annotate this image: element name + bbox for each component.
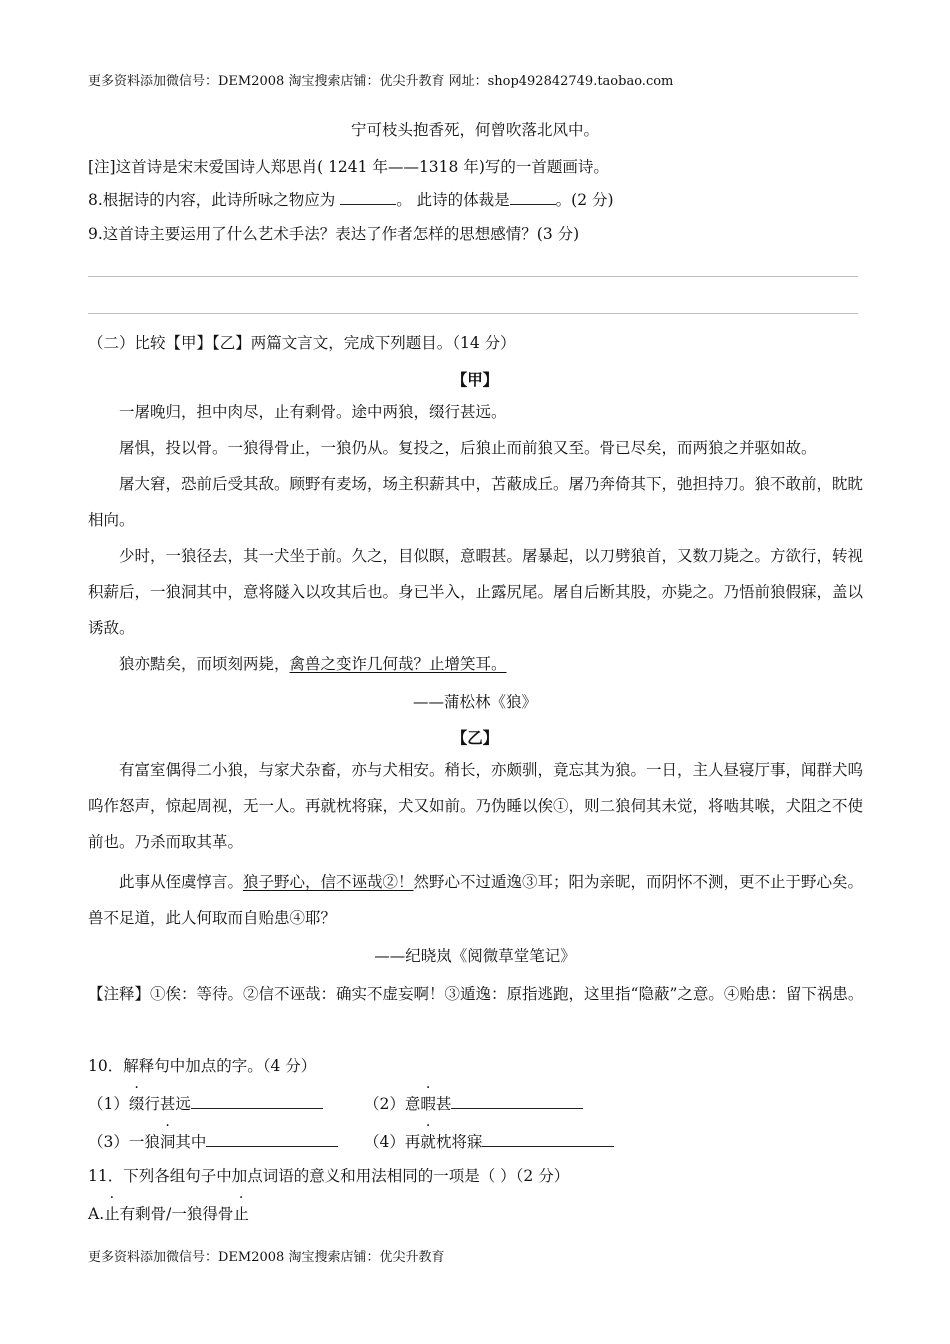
q10-item-4-post: 枕将寐 <box>435 1133 483 1151</box>
q10-item-4-pre: 再 <box>404 1133 421 1151</box>
q10-item-2-pre: 意 <box>404 1095 421 1113</box>
question-8 <box>88 188 614 210</box>
q10-item-3-dotted-char: 洞 <box>159 1133 176 1151</box>
q11-a-dotted-2: 止 <box>233 1205 249 1223</box>
q10-item-3-post: 其中 <box>175 1133 207 1151</box>
yi-p2-plain-2: 然野心不过遁逸③耳；阳为亲昵，而阴怀不测，更不止于野心矣。兽不足道，此人何取而自贻患④耶？ <box>88 873 864 927</box>
question-9: 9.这首诗主要运用了什么艺术手法？表达了作者怎样的思想感情？(3 分) <box>88 225 580 243</box>
q10-item-4-blank <box>482 1132 614 1147</box>
question-10-title: 10．解释句中加点的字。（4 分） <box>88 1057 317 1075</box>
q10-item-2 <box>364 1092 583 1114</box>
q10-item-1-dotted-char: 缀 <box>128 1095 145 1113</box>
q10-item-2-dotted-char: 暇 <box>420 1095 436 1113</box>
q10-item-2-num: （2） <box>364 1095 405 1113</box>
q8-text-3: 。(2 分) <box>555 191 614 209</box>
yi-p2-underlined: 狼子野心，信不诬哉②！ <box>243 873 414 891</box>
q10-item-2-post: 甚 <box>435 1095 452 1113</box>
q10-item-3-blank <box>206 1132 338 1147</box>
jia-p5-underlined: 禽兽之变诈几何哉？止增笑耳。 <box>289 655 507 673</box>
yi-heading: 【乙】 <box>451 728 499 747</box>
page-footer: 更多资料添加微信号：DEM2008 淘宝搜索店铺：优尖升教育 <box>88 1250 445 1265</box>
section-2-title: （二）比较【甲】【乙】两篇文言文，完成下列题目。（14 分） <box>88 334 516 352</box>
annotations <box>88 976 868 1012</box>
yi-paragraph-2 <box>88 864 868 936</box>
q10-item-3-num: （3） <box>88 1133 129 1151</box>
q10-item-1-blank <box>191 1094 323 1109</box>
q10-item-1-post: 行甚远 <box>144 1095 191 1113</box>
yi-paragraph-1: 有富室偶得二小狼，与家犬杂畜，亦与犬相安。稍长，亦颇驯，竟忘其为狼。一日，主人昼寝厅事，闻群犬呜呜作怒声，惊起周视，无一人。再就枕将寐，犬又如前。乃伪睡以俟①，则二狼伺其未觉，将啮其喉，犬阻之不使前也。乃杀而取其革。 <box>88 761 864 851</box>
poem-note: [注]这首诗是宋末爱国诗人郑思肖( 1241 年——1318 年)写的一首题画诗。 <box>88 158 609 176</box>
q10-item-1-num: （1） <box>88 1095 129 1113</box>
q10-item-3 <box>88 1130 338 1152</box>
jia-paragraph-1: 一屠晚归，担中肉尽，止有剩骨。途中两狼，缀行甚远。 <box>119 403 507 421</box>
q8-text-2: 。 此诗的体裁是 <box>396 191 510 209</box>
q10-item-4-dotted-char: 就 <box>420 1133 436 1151</box>
jia-heading: 【甲】 <box>451 370 499 389</box>
annotations-label: 【注释】 <box>88 985 151 1003</box>
q8-blank-2 <box>510 190 556 205</box>
page-header: 更多资料添加微信号：DEM2008 淘宝搜索店铺：优尖升教育 网址：shop492842749.taobao.com <box>88 74 674 89</box>
jia-p5-plain: 狼亦黠矣，而顷刻两毙， <box>119 655 290 673</box>
q10-item-2-blank <box>451 1094 583 1109</box>
q8-text-1: 8.根据诗的内容，此诗所咏之物应为 <box>88 191 341 209</box>
poem-last-line: 宁可枝头抱香死，何曾吹落北风中。 <box>350 121 599 139</box>
jia-paragraph-5 <box>88 646 868 682</box>
q11-option-a <box>88 1202 249 1224</box>
q11-a-dotted-1: 止 <box>104 1205 120 1223</box>
q10-item-4-num: （4） <box>364 1133 405 1151</box>
yi-p2-plain-1: 此事从侄虞惇言。 <box>119 873 244 891</box>
jia-source: ——蒲松林《狼》 <box>412 693 537 711</box>
question-11-title: 11．下列各组句子中加点词语的意义和用法相同的一项是（ ）（2 分） <box>88 1167 570 1185</box>
answer-line-1 <box>88 276 858 277</box>
q11-a-middle: 有剩骨/一狼得骨 <box>119 1205 234 1223</box>
answer-line-2 <box>88 313 858 314</box>
yi-source: ——纪晓岚《阅微草堂笔记》 <box>374 947 576 965</box>
jia-paragraph-3: 屠大窘，恐前后受其敌。顾野有麦场，场主积薪其中，苫蔽成丘。屠乃奔倚其下，弛担持刀。狼不敢前，眈眈相向。 <box>88 475 864 529</box>
jia-paragraph-2: 屠惧，投以骨。一狼得骨止，一狼仍从。复投之，后狼止而前狼又至。骨已尽矣，而两狼之并驱如故。 <box>119 439 817 457</box>
q8-blank-1 <box>340 190 396 205</box>
q11-a-label: A. <box>88 1205 105 1223</box>
annotations-text: ①俟：等待。②信不诬哉：确实不虚妄啊！③遁逸：原指逃跑，这里指“隐蔽”之意。④贻患：留下祸患。 <box>150 985 864 1003</box>
q10-item-4 <box>364 1130 614 1152</box>
q10-item-3-pre: 一狼 <box>128 1133 160 1151</box>
q10-item-1 <box>88 1092 323 1114</box>
jia-paragraph-4: 少时，一狼径去，其一犬坐于前。久之，目似瞑，意暇甚。屠暴起，以刀劈狼首，又数刀毙之。方欲行，转视积薪后，一狼洞其中，意将隧入以攻其后也。身已半入，止露尻尾。屠自后断其股，亦毙之。乃悟前狼假寐，盖以诱敌。 <box>88 547 864 637</box>
